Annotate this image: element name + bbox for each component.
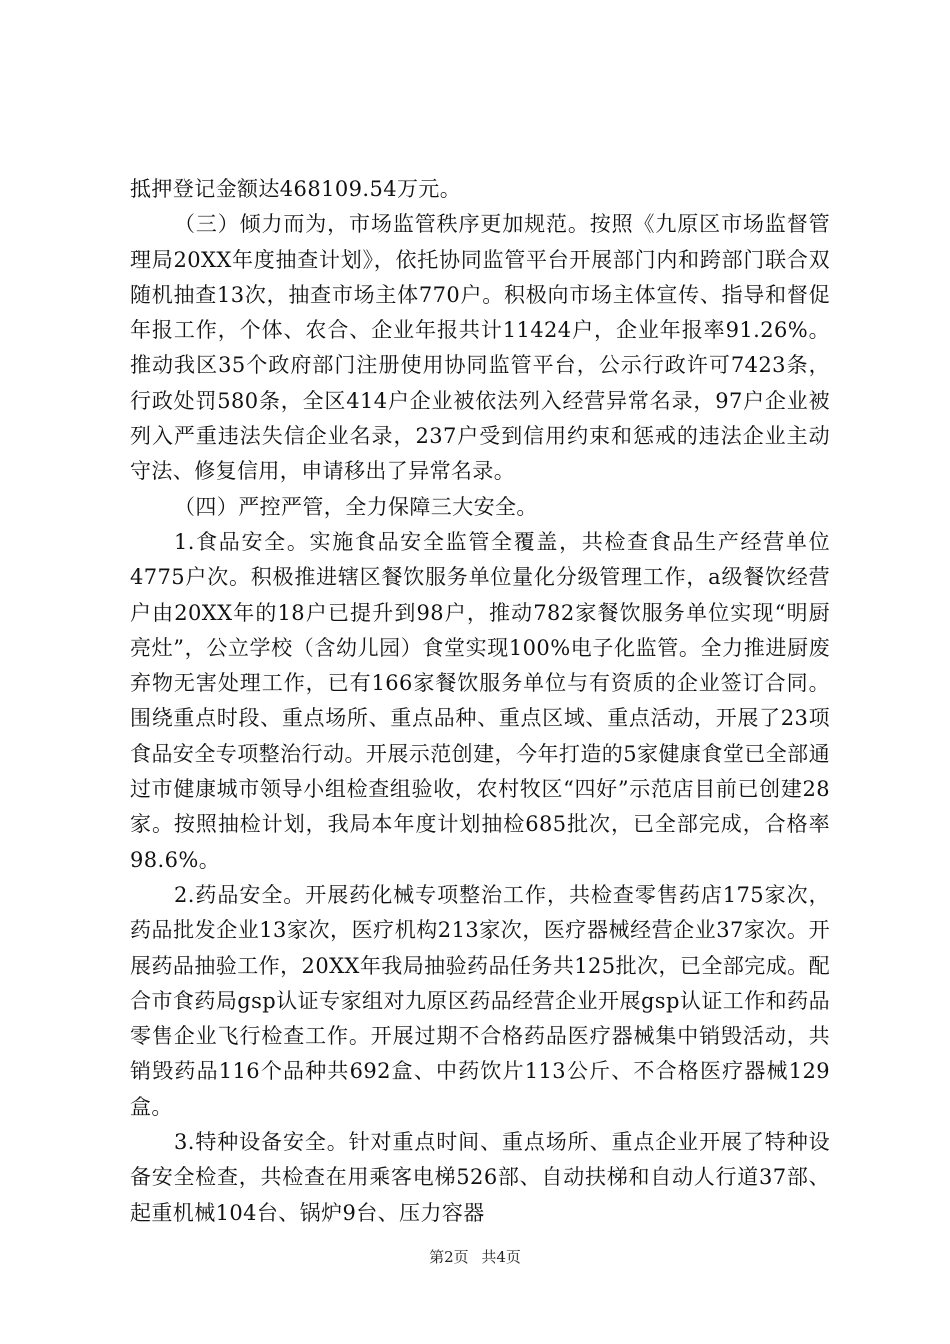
paragraph-drug-safety: 2.药品安全。开展药化械专项整治工作，共检查零售药店175家次，药品批发企业13家次，医疗机构213家次，医疗器械经营企业37家次。开展药品抽验工作，20XX年我局抽验药品任务共125批次，已全部完成。配合市食药局gsp认证专家组对九原区药品经营企业开展gsp认证工作和药品零售企业飞行检查工作。开展过期不合格药品医疗器械集中销毁活动，共销毁药品116个品种共692盒、中药饮片113公斤、不合格医疗器械129盒。 [130, 882, 830, 1119]
page-number: 第2页 [429, 1248, 469, 1266]
paragraph-market-supervision: （三）倾力而为，市场监管秩序更加规范。按照《九原区市场监督管理局20XX年度抽查计划》，依托协同监管平台开展部门内和跨部门联合双随机抽查13次，抽查市场主体770户。积极向市场主体宣传、指导和督促年报工作，个体、农合、企业年报共计11424户，企业年报率91.26%。推动我区35个政府部门注册使用协同监管平台，公示行政许可7423条，行政处罚580条，全区414户企业被依法列入经营异常名录，97户企业被列入严重违法失信企业名录，237户受到信用约束和惩戒的违法企业主动守法、修复信用，申请移出了异常名录。 [130, 212, 830, 484]
page-total: 共4页 [481, 1248, 521, 1266]
paragraph-continuation: 抵押登记金额达468109.54万元。 [130, 177, 462, 201]
paragraph-food-safety: 1.食品安全。实施食品安全监管全覆盖，共检查食品生产经营单位4775户次。积极推进辖区餐饮服务单位量化分级管理工作，a级餐饮经营户由20XX年的18户已提升到98户，推动782家餐饮服务单位实现“明厨亮灶”，公立学校（含幼儿园）食堂实现100%电子化监管。全力推进厨废弃物无害处理工作，已有166家餐饮服务单位与有资质的企业签订合同。围绕重点时段、重点场所、重点品种、重点区域、重点活动，开展了23项食品安全专项整治行动。开展示范创建，今年打造的5家健康食堂已全部通过市健康城市领导小组检查组验收，农村牧区“四好”示范店目前已创建28家。按照抽检计划，我局本年度计划抽检685批次，已全部完成，合格率98.6%。 [130, 529, 830, 872]
paragraph-special-equipment-safety: 3.特种设备安全。针对重点时间、重点场所、重点企业开展了特种设备安全检查，共检查在用乘客电梯526部、自动扶梯和自动人行道37部、起重机械104台、锅炉9台、压力容器 [130, 1130, 830, 1225]
paragraph-three-safety-heading: （四）严控严管，全力保障三大安全。 [174, 494, 538, 519]
document-body [130, 172, 830, 1231]
page-footer [0, 1246, 950, 1267]
